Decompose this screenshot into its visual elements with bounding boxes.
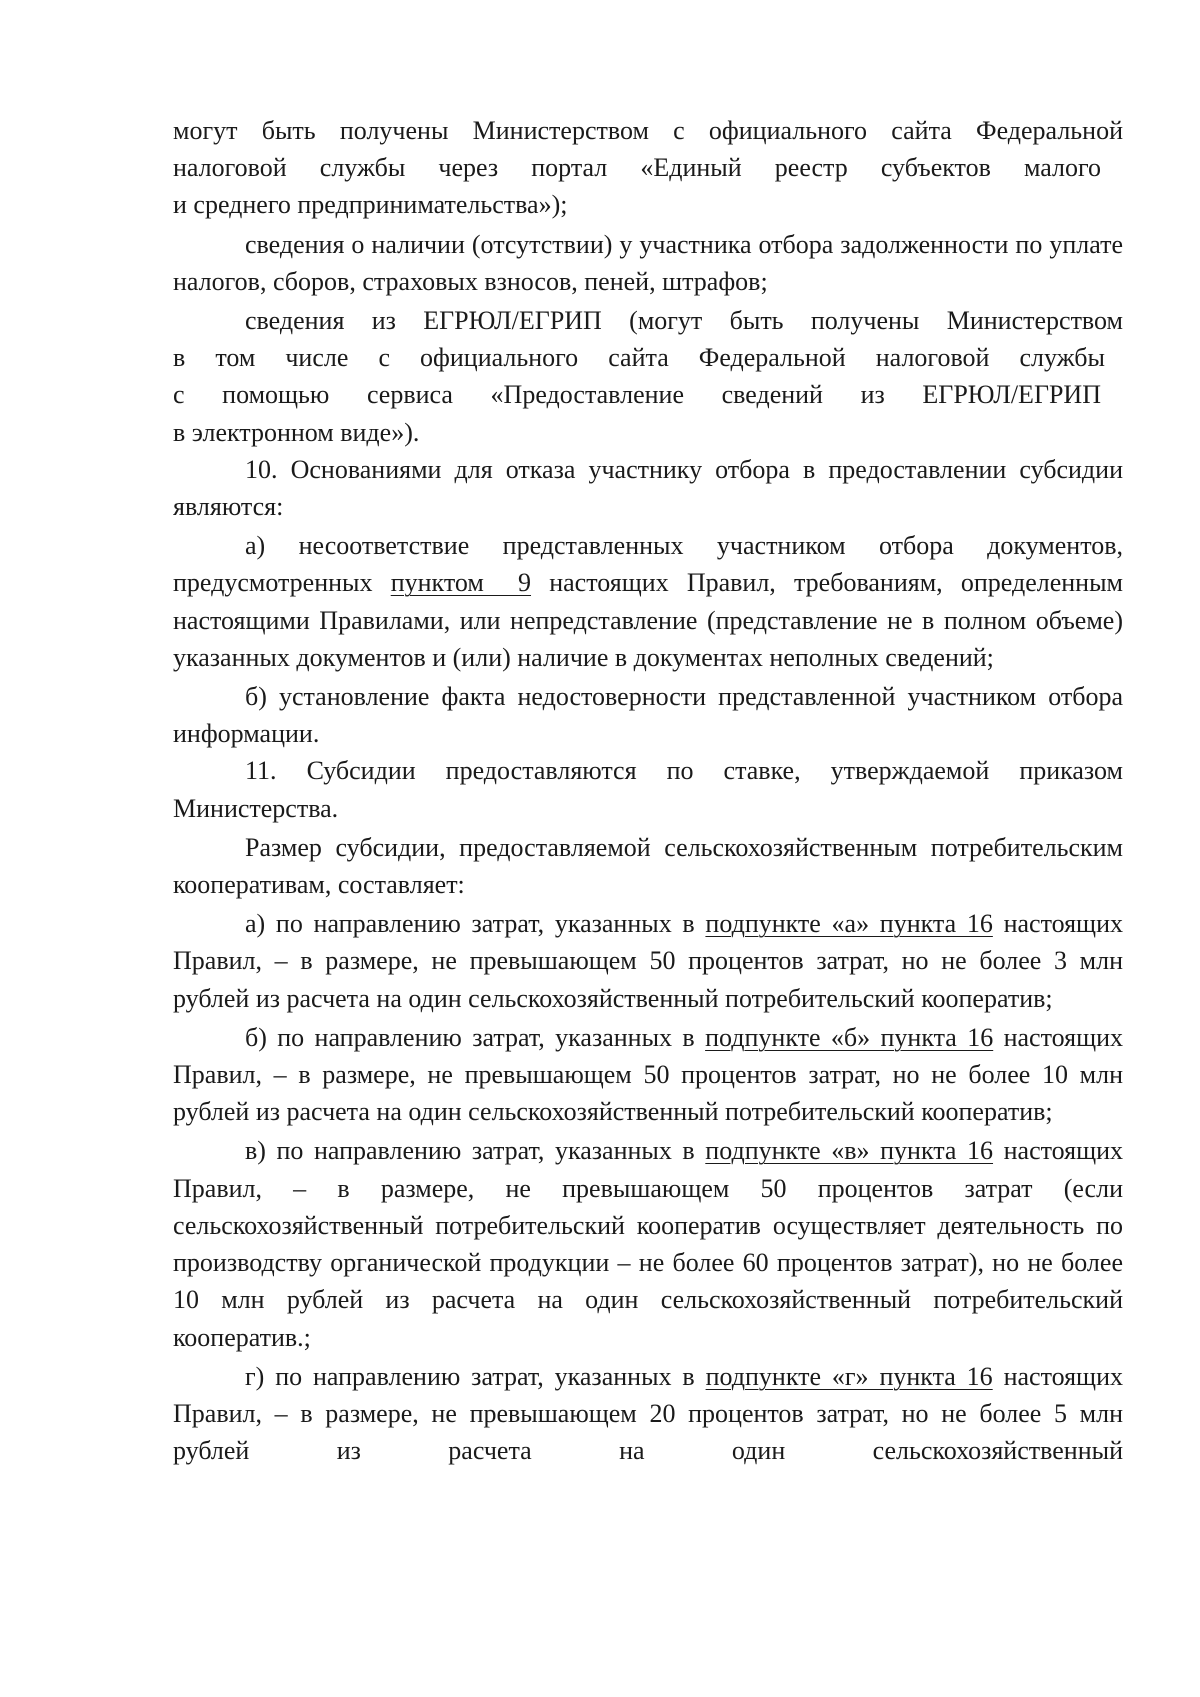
text-line: в электронном виде»). — [173, 417, 420, 447]
paragraph-tax-debt: сведения о наличии (отсутствии) у участника отбора задолженности по уплате налогов, сборов, страховых взносов, пеней, штрафов; — [173, 229, 1123, 296]
link-subpunkt-g-punkt-16[interactable]: подпункте «г» пункта 16 — [705, 1361, 993, 1391]
link-punkt-9[interactable]: пунктом 9 — [390, 568, 532, 598]
paragraph-item-10: 10. Основаниями для отказа участнику отбора в предоставлении субсидии являются: — [173, 454, 1123, 522]
paragraph-item-10b: б) установление факта недостоверности представленной участником отбора информации. — [173, 682, 1123, 749]
paragraph-continuation — [173, 112, 1123, 224]
text-after-link: настоящих Правил, – в размере, не превышающем 50 процентов затрат, но не более 3 млн рублей из расчета на один сельскохозяйственный потребительский кооператив; — [173, 909, 1123, 1013]
paragraph-item-11: 11. Субсидии предоставляются по ставке, утверждаемой приказом Министерства. — [173, 756, 1123, 823]
text-before-link: г) по направлению затрат, указанных в — [245, 1361, 695, 1391]
text-line: сведения из ЕГРЮЛ/ЕГРИП (могут быть получены Министерством — [245, 306, 1123, 336]
text-before-link: в) по направлению затрат, указанных в — [245, 1136, 695, 1166]
text-before-link: а) несоответствие представленных участником отбора документов, предусмотренных — [173, 531, 1123, 598]
text-line: могут быть получены Министерством с официального сайта Федеральной — [173, 116, 1123, 145]
text-after-link: настоящих Правил, – в размере, не превышающем 20 процентов затрат, но не более 5 млн рублей из расчета на один сельскохозяйственный — [173, 1361, 1123, 1466]
text-line: и среднего предпринимательства»); — [173, 190, 568, 220]
document-page — [173, 112, 1123, 1469]
paragraph-item-11a — [173, 905, 1123, 1017]
link-subpunkt-a-punkt-16[interactable]: подпункте «а» пункта 16 — [705, 909, 993, 939]
paragraph-item-11g — [173, 1358, 1123, 1470]
paragraph-item-11v — [173, 1132, 1123, 1355]
text-line: в том числе с официального сайта Федеральной налоговой службы — [173, 343, 1105, 373]
paragraph-item-10a — [173, 527, 1123, 676]
text-after-link: настоящих Правил, требованиям, определенным настоящими Правилами, или непредставление (представление не в полном объеме) указанных документов и (или) наличие в документах неполных сведений; — [173, 568, 1124, 672]
text-line: налоговой службы через портал «Единый реестр субъектов малого — [173, 153, 1101, 183]
text-line: с помощью сервиса «Предоставление сведений из ЕГРЮЛ/ЕГРИП — [173, 380, 1101, 410]
link-subpunkt-b-punkt-16[interactable]: подпункте «б» пункта 16 — [705, 1022, 994, 1052]
link-subpunkt-v-punkt-16[interactable]: подпункте «в» пункта 16 — [705, 1136, 994, 1166]
paragraph-egrul — [173, 302, 1123, 451]
paragraph-subsidy-size: Размер субсидии, предоставляемой сельскохозяйственным потребительским кооперативам, составляет: — [173, 832, 1123, 900]
text-after-link: настоящих Правил, – в размере, не превышающем 50 процентов затрат (если сельскохозяйственный потребительский кооператив осуществляет деятельность по производству органической продукции – не более 60 процентов затрат), но не более 10 млн рублей из расчета на один сельскохозяйственный потребительский кооператив.; — [173, 1136, 1124, 1352]
text-after-link: настоящих Правил, – в размере, не превышающем 50 процентов затрат, но не более 10 млн рублей из расчета на один сельскохозяйственный потребительский кооператив; — [173, 1022, 1124, 1127]
text-before-link: а) по направлению затрат, указанных в — [245, 909, 695, 939]
paragraph-item-11b — [173, 1019, 1123, 1131]
text-before-link: б) по направлению затрат, указанных в — [245, 1022, 695, 1052]
